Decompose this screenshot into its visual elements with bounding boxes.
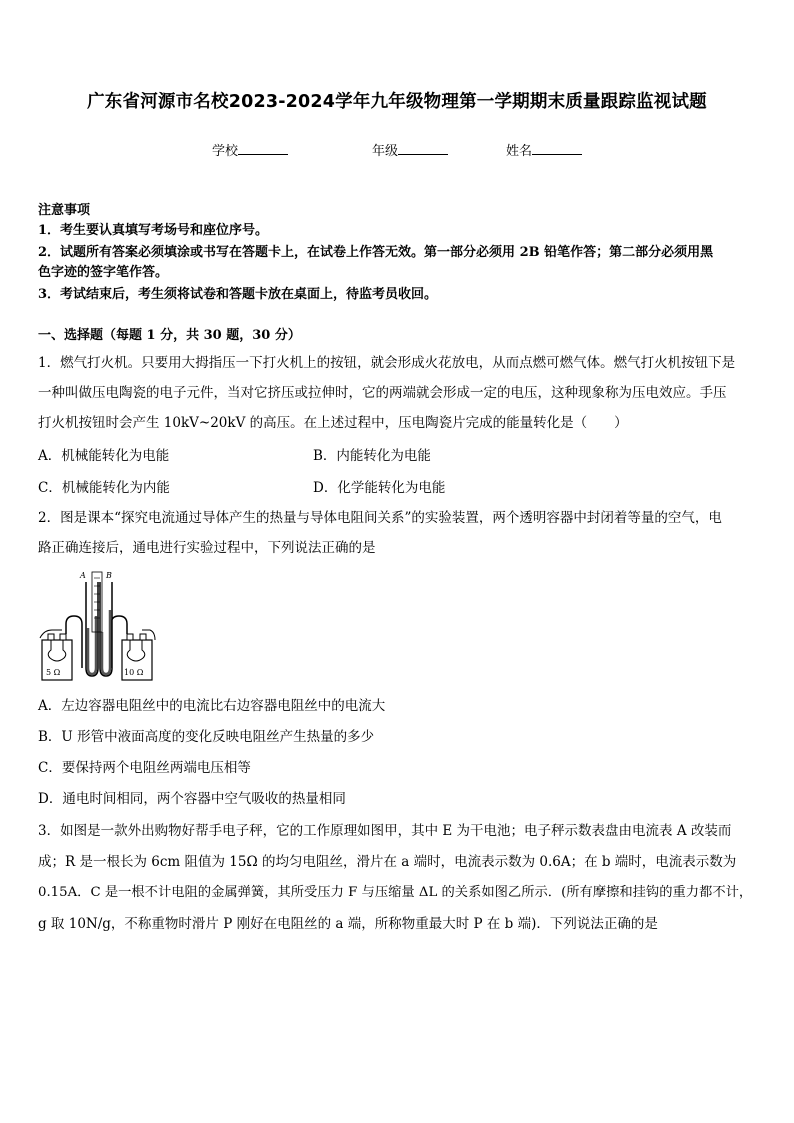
left-terminal — [60, 634, 66, 640]
right-resistor-coil — [127, 640, 145, 661]
q2-option-d: D．通电时间相同，两个容器中空气吸收的热量相同 — [38, 791, 346, 807]
left-resistor-label: 5 Ω — [46, 668, 61, 677]
notice-item: 2．试题所有答案必须填涂或书写在答题卡上，在试卷上作答无效。第一部分必须用 2B 铅笔作答；第二部分必须用黑 — [38, 245, 714, 260]
school-blank — [238, 142, 288, 155]
q2-option-c: C．要保持两个电阻丝两端电压相等 — [38, 760, 251, 776]
q1-text-line: 1．燃气打火机。只要用大拇指压一下打火机上的按钮，就会形成火花放电，从而点燃可燃气体。燃气打火机按钮下是 — [38, 355, 736, 371]
q1-text-line: 一种叫做压电陶瓷的电子元件，当对它挤压或拉伸时，它的两端就会形成一定的电压，这种现象称为压电效应。手压 — [38, 385, 727, 401]
notice-item: 1．考生要认真填写考场号和座位序号。 — [38, 223, 269, 238]
q3-text-line: 0.15A．C 是一根不计电阻的金属弹簧，其所受压力 F 与压缩量 ΔL 的关系如图乙所示．(所有摩擦和挂钩的重力都不计， — [38, 885, 753, 900]
school-field — [212, 140, 288, 159]
left-air-tube — [66, 616, 82, 668]
tube-label-b: B — [106, 571, 112, 580]
q3-text-line: g 取 10N/g，不称重物时滑片 P 刚好在电阻丝的 a 端，所称物重最大时 P 在 b 端)．下列说法正确的是 — [38, 916, 658, 932]
school-label: 学校 — [212, 144, 239, 159]
q1-option-b: B．内能转化为电能 — [313, 448, 431, 464]
student-info-row — [0, 140, 794, 160]
q3-text-line: 成；R 是一根长为 6cm 阻值为 15Ω 的均匀电阻丝，滑片在 a 端时，电流表示数为 0.6A；在 b 端时，电流表示数为 — [38, 854, 737, 870]
right-terminal — [140, 634, 146, 640]
tube-label-a: A — [80, 571, 86, 580]
notice-item: 色字迹的签字笔作答。 — [38, 265, 169, 280]
exam-title: 广东省河源市名校2023-2024学年九年级物理第一学期期末质量跟踪监视试题 — [87, 92, 707, 112]
grade-label: 年级 — [372, 144, 399, 159]
q2-option-b: B．U 形管中液面高度的变化反映电阻丝产生热量的多少 — [38, 729, 375, 745]
left-resistor-coil — [48, 640, 66, 661]
u-tube-b-liquid — [102, 610, 110, 674]
name-label: 姓名 — [506, 144, 533, 159]
q1-option-a: A．机械能转化为电能 — [38, 448, 170, 464]
q3-text-line: 3．如图是一款外出购物好帮手电子秤，它的工作原理如图甲，其中 E 为干电池；电子秤示数表盘由电流表 A 改装而 — [38, 823, 732, 839]
left-terminal — [48, 634, 54, 640]
grade-blank — [398, 142, 448, 155]
name-field — [506, 140, 582, 159]
q2-text-line: 2．图是课本“探究电流通过导体产生的热量与导体电阻间关系”的实验装置，两个透明容器中封闭着等量的空气，电 — [38, 510, 722, 526]
right-terminal — [127, 634, 133, 640]
q2-option-a: A．左边容器电阻丝中的电流比右边容器电阻丝中的电流大 — [38, 698, 386, 714]
right-air-tube — [111, 616, 127, 668]
q1-option-d: D．化学能转化为电能 — [313, 480, 446, 496]
joule-heat-apparatus-figure — [38, 568, 156, 686]
notice-heading: 注意事项 — [38, 203, 91, 218]
q1-text-line: 打火机按钮时会产生 10kV~20kV 的高压。在上述过程中，压电陶瓷片完成的能量转化是（ ） — [38, 415, 628, 431]
q2-text-line: 路正确连接后，通电进行实验过程中，下列说法正确的是 — [38, 540, 376, 556]
grade-field — [372, 140, 448, 159]
right-resistor-label: 10 Ω — [124, 668, 144, 677]
name-blank — [532, 142, 582, 155]
notice-item: 3．考试结束后，考生须将试卷和答题卡放在桌面上，待监考员收回。 — [38, 287, 438, 302]
q1-option-c: C．机械能转化为内能 — [38, 480, 170, 496]
section-heading: 一、选择题（每题 1 分，共 30 题，30 分） — [38, 328, 301, 343]
